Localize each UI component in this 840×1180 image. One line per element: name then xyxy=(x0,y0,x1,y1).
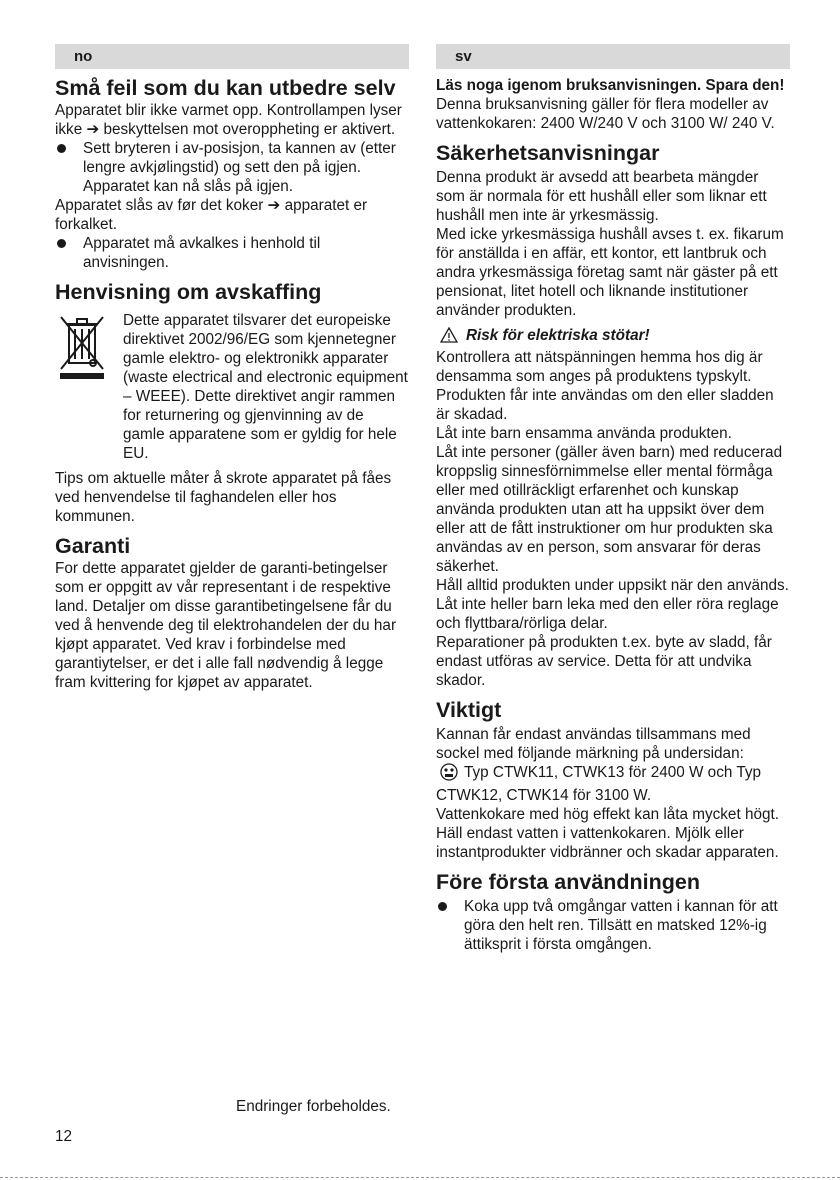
paragraph: Låt inte personer (gäller även barn) med reducerad kroppslig sinnesförnimmelse eller mental förmåga eller med otillräckligt erfarenhet och kunskap använda produkten utan att ha uppsikt över dem eller att de fått instruktioner om hur produkten ska användas av en person, som ansvarar för deras säkerhet. xyxy=(436,444,783,575)
paragraph: Häll endast vatten i vattenkokaren. Mjölk eller instantprodukter vidbränner och skadar apparaten. xyxy=(436,825,779,861)
heading-small-faults: Små feil som du kan utbedre selv xyxy=(55,76,396,100)
paragraph: Reparationer på produkten t.ex. byte av sladd, får endast utföras av service. Detta för att undvika skador. xyxy=(436,634,772,689)
language-header-no: no xyxy=(55,44,409,69)
paragraph: Vattenkokare med hög effekt kan låta mycket högt. xyxy=(436,806,779,823)
heading-important: Viktigt xyxy=(436,698,502,722)
paragraph: Låt inte barn ensamma använda produkten. xyxy=(436,425,732,442)
paragraph: Håll alltid produkten under uppsikt när den används. xyxy=(436,577,789,594)
intro-bold: Läs noga igenom bruksanvisningen. Spara den! xyxy=(436,77,785,94)
heading-warranty: Garanti xyxy=(55,534,131,558)
heading-disposal: Henvisning om avskaffing xyxy=(55,280,322,304)
paragraph: Apparatet blir ikke varmet opp. Kontrollampen lyser ikke ➔ beskyttelsen mot overoppheting er aktivert. xyxy=(55,102,402,138)
type-text: Typ CTWK11, CTWK13 för 2400 W och Typ CTWK12, CTWK14 för 3100 W. xyxy=(436,764,761,804)
language-header-sv: sv xyxy=(436,44,790,69)
paragraph: For dette apparatet gjelder de garanti-betingelser som er oppgitt av vår representant i de respektive land. Detaljer om disse garantibetingelsene får du ved å henvende deg til elektrohandelen der du har kjøpt apparatet. Ved krav i forbindelse med garantiytelser, er det i alle fall nødvendig å legge fram kvittering for kjøpet av apparatet. xyxy=(55,560,397,691)
bullet-list xyxy=(55,234,409,272)
list-item: Sett bryteren i av-posisjon, ta kannen av (etter lengre avkjølingstid) og sett den på igjen. Apparatet kan nå slås på igjen. xyxy=(55,139,409,196)
column-norwegian xyxy=(55,44,409,692)
paragraph: Produkten får inte användas om den eller sladden är skadad. xyxy=(436,387,774,423)
paragraph: Med icke yrkesmässiga hushåll avses t. ex. fikarum för anställda i en affär, ett kontor, ett lantbruk och andra yrkesmässiga företag samt när gäster på ett pensionat, litet hotell och liknande institutioner använder produkten. xyxy=(436,226,784,319)
paragraph: Denna bruksanvisning gäller för flera modeller av vattenkokaren: 2400 W/240 V och 3100 W/ 240 V. xyxy=(436,96,775,132)
heading-safety: Säkerhetsanvisningar xyxy=(436,141,660,165)
weee-text: Dette apparatet tilsvarer det europeiske direktivet 2002/96/EG som kjennetegner gamle elektro- og elektronikk apparater (waste electrical and electronic equipment – WEEE). Dette direktivet angir rammen for returnering og gjenvinning av de gamle apparatene som er gyldig for hele EU. xyxy=(123,312,408,462)
weee-notice xyxy=(55,311,409,463)
bullet-list xyxy=(436,897,790,954)
paragraph: Tips om aktuelle måter å skrote apparatet på fåes ved henvendelse til faghandelen eller hos kommunen. xyxy=(55,470,392,525)
page-divider xyxy=(0,1177,840,1178)
paragraph: Denna produkt är avsedd att bearbeta mängder som är normala för ett hushåll eller som liknar ett hushåll men inte är yrkesmässig. xyxy=(436,169,767,224)
paragraph-type xyxy=(436,763,790,805)
warning-triangle-icon xyxy=(440,327,458,348)
paragraph: Apparatet slås av før det koker ➔ apparatet er forkalket. xyxy=(55,197,368,233)
paragraph: Kontrollera att nätspänningen hemma hos dig är densamma som anges på produktens typskylt. xyxy=(436,349,763,385)
socket-marking-icon xyxy=(440,763,458,786)
list-item: Apparatet må avkalkes i henhold til anvisningen. xyxy=(55,234,409,272)
paragraph: Kannan får endast användas tillsammans med sockel med följande märkning på undersidan: xyxy=(436,726,751,762)
crossed-bin-icon xyxy=(55,311,121,388)
paragraph: Låt inte heller barn leka med den eller röra reglage och flyttbara/rörliga delar. xyxy=(436,596,779,632)
bullet-list xyxy=(55,139,409,196)
page-number: 12 xyxy=(55,1128,73,1145)
column-swedish xyxy=(436,44,790,954)
list-item: Koka upp två omgångar vatten i kannan för att göra den helt ren. Tillsätt en matsked 12%-ig ättiksprit i första omgången. xyxy=(436,897,790,954)
heading-before-first-use: Före första användningen xyxy=(436,870,701,894)
warning-heading xyxy=(436,326,790,348)
warning-text: Risk för elektriska stötar! xyxy=(466,327,650,344)
footer-note: Endringer forbeholdes. xyxy=(236,1098,391,1115)
